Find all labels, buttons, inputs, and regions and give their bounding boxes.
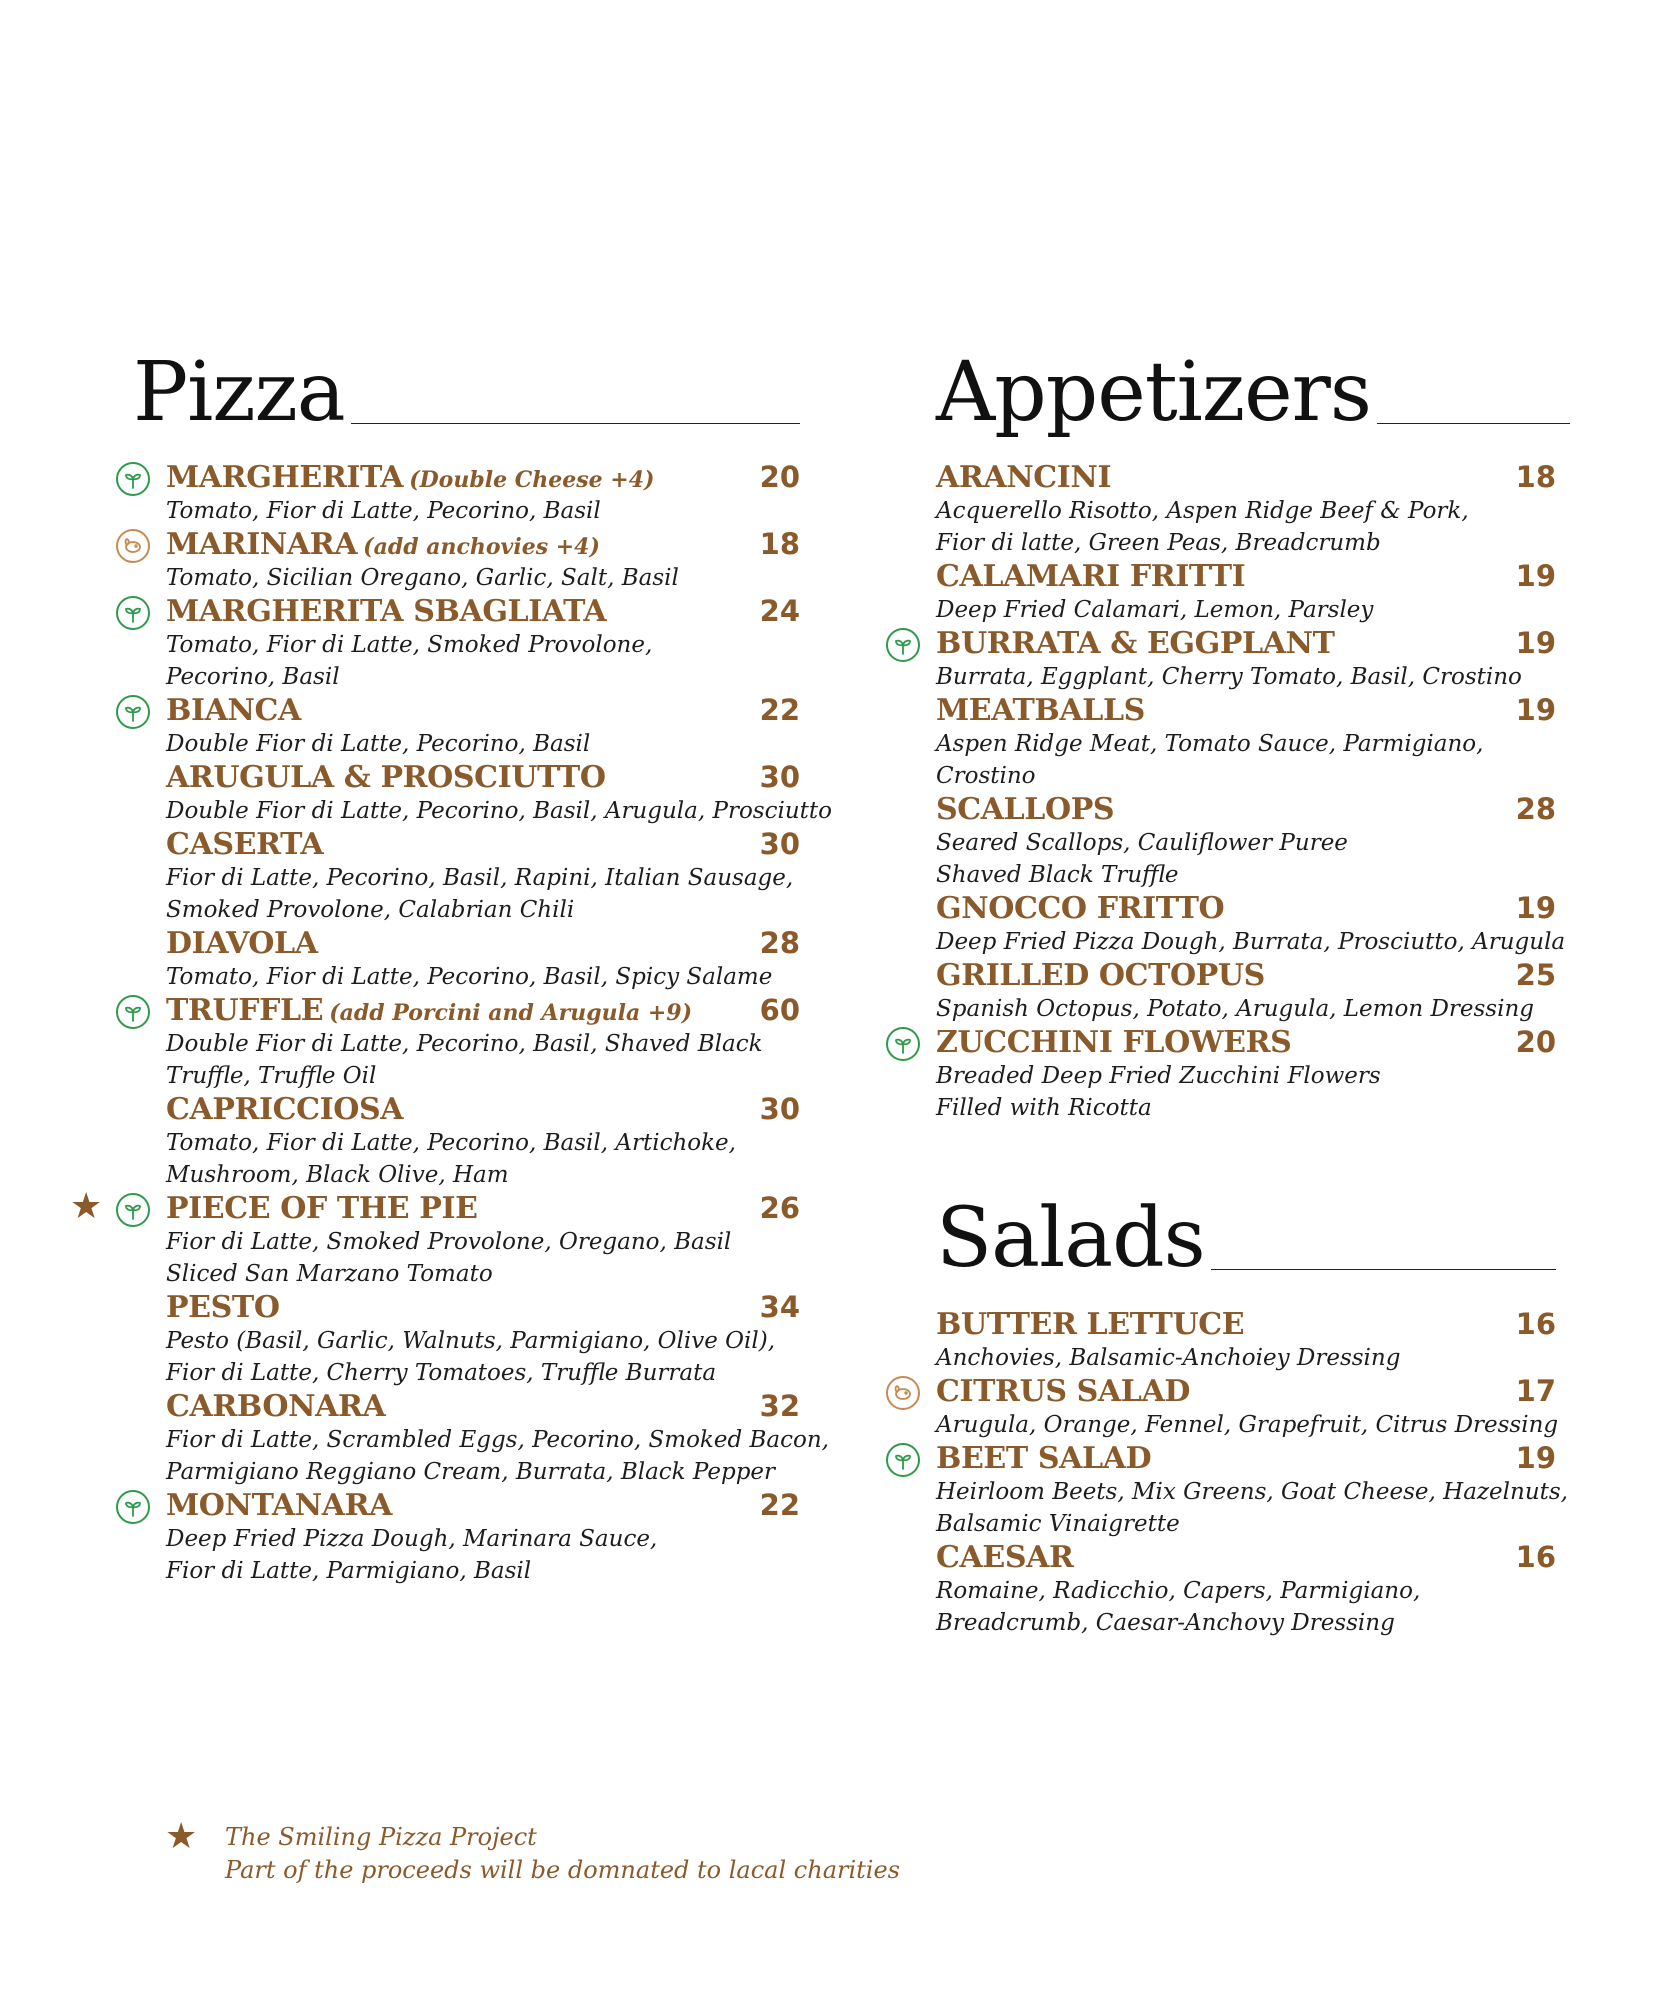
- veg-icon: [116, 695, 150, 729]
- item-description: Romaine, Radicchio, Capers, Parmigiano,: [936, 1578, 1421, 1604]
- star-icon: ★: [70, 1186, 103, 1227]
- item-heading: [166, 993, 800, 1028]
- item-price: 19: [1515, 1441, 1556, 1475]
- item-price: 28: [759, 926, 800, 960]
- item-description: Fior di Latte, Smoked Provolone, Oregano, Basil: [166, 1229, 732, 1255]
- menu-item: [166, 1488, 800, 1587]
- menu-item: [166, 760, 832, 827]
- menu-item: [166, 993, 800, 1092]
- footer-line-1: The Smiling Pizza Project: [225, 1823, 537, 1851]
- item-name: CALAMARI FRITTI: [936, 559, 1246, 594]
- item-title: [166, 527, 600, 562]
- item-name: SCALLOPS: [936, 792, 1115, 827]
- item-description: Fior di Latte, Parmigiano, Basil: [166, 1558, 532, 1584]
- item-description: Heirloom Beets, Mix Greens, Goat Cheese, Hazelnuts,: [936, 1479, 1568, 1505]
- item-price: 18: [1515, 460, 1556, 494]
- item-heading: [166, 693, 800, 728]
- menu-item: [936, 1025, 1556, 1124]
- item-description: Tomato, Fior di Latte, Pecorino, Basil, Spicy Salame: [166, 964, 773, 990]
- menu-item: [936, 891, 1566, 958]
- item-description: Deep Fried Pizza Dough, Burrata, Prosciutto, Arugula: [936, 929, 1566, 955]
- menu-item: [936, 1441, 1568, 1540]
- item-description: Mushroom, Black Olive, Ham: [166, 1162, 509, 1188]
- menu-item: [936, 1540, 1556, 1639]
- item-title: [166, 594, 606, 629]
- veg-icon: [116, 995, 150, 1029]
- item-price: 30: [759, 827, 800, 861]
- item-name: BUTTER LETTUCE: [936, 1307, 1245, 1342]
- item-price: 25: [1515, 958, 1556, 992]
- item-description: Fior di latte, Green Peas, Breadcrumb: [936, 530, 1381, 556]
- item-name: DIAVOLA: [166, 926, 318, 961]
- menu-item: [166, 1092, 800, 1191]
- veg-icon: [116, 1490, 150, 1524]
- star-icon: ★: [165, 1816, 198, 1857]
- item-description: Breadcrumb, Caesar-Anchovy Dressing: [936, 1610, 1395, 1636]
- veg-icon: [116, 1193, 150, 1227]
- salads-header: [936, 1191, 1556, 1286]
- vegan-icon: [116, 529, 150, 563]
- item-name: GRILLED OCTOPUS: [936, 958, 1265, 993]
- section-title: Salads: [936, 1191, 1205, 1286]
- item-description: Fior di Latte, Cherry Tomatoes, Truffle Burrata: [166, 1360, 717, 1386]
- item-description: Parmigiano Reggiano Cream, Burrata, Black Pepper: [166, 1459, 776, 1485]
- section-rule: [1211, 1269, 1556, 1270]
- item-name: BURRATA & EGGPLANT: [936, 626, 1335, 661]
- item-name: MEATBALLS: [936, 693, 1145, 728]
- item-price: 34: [759, 1290, 800, 1324]
- item-price: 26: [759, 1191, 800, 1225]
- item-heading: [936, 1540, 1556, 1575]
- item-price: 19: [1515, 626, 1556, 660]
- appetizers-list: [936, 460, 1566, 1124]
- item-name: BIANCA: [166, 693, 301, 728]
- item-title: [936, 1374, 1190, 1409]
- veg-icon: [116, 596, 150, 630]
- item-heading: [936, 1374, 1556, 1409]
- item-description: Aspen Ridge Meat, Tomato Sauce, Parmigiano,: [936, 731, 1484, 757]
- item-name: PESTO: [166, 1290, 280, 1325]
- item-description: Balsamic Vinaigrette: [936, 1511, 1180, 1537]
- item-price: 32: [759, 1389, 800, 1423]
- item-name: BEET SALAD: [936, 1441, 1152, 1476]
- item-description: Tomato, Fior di Latte, Smoked Provolone,: [166, 632, 653, 658]
- item-title: [936, 1025, 1291, 1060]
- menu-item: [166, 827, 800, 926]
- item-heading: [166, 594, 800, 629]
- section-title: Pizza: [133, 345, 345, 440]
- item-description: Tomato, Fior di Latte, Pecorino, Basil, Artichoke,: [166, 1130, 736, 1156]
- item-name: CAPRICCIOSA: [166, 1092, 404, 1127]
- item-price: 18: [759, 527, 800, 561]
- item-name: ARANCINI: [936, 460, 1112, 495]
- item-price: 16: [1515, 1540, 1556, 1574]
- item-name: TRUFFLE: [166, 993, 324, 1028]
- item-title: [936, 1441, 1151, 1476]
- item-price: 30: [759, 1092, 800, 1126]
- item-heading: [166, 760, 800, 795]
- item-title: [166, 693, 301, 728]
- item-description: Seared Scallops, Cauliflower Puree: [936, 830, 1348, 856]
- item-heading: [936, 1441, 1556, 1476]
- item-title: [166, 993, 692, 1028]
- item-title: [936, 1540, 1074, 1575]
- item-description: Filled with Ricotta: [936, 1095, 1152, 1121]
- item-heading: [166, 527, 800, 562]
- item-heading: [166, 1092, 800, 1127]
- pizza-list: [70, 460, 832, 1587]
- item-price: 20: [759, 460, 800, 494]
- item-description: Acquerello Risotto, Aspen Ridge Beef & Pork,: [936, 498, 1469, 524]
- item-name: MONTANARA: [166, 1488, 393, 1523]
- item-description: Pecorino, Basil: [166, 664, 340, 690]
- item-name: CARBONARA: [166, 1389, 386, 1424]
- item-title: [166, 1092, 403, 1127]
- menu-item: [166, 1389, 829, 1488]
- veg-icon: [886, 1443, 920, 1477]
- item-title: [166, 760, 606, 795]
- item-title: [166, 827, 323, 862]
- item-description: Double Fior di Latte, Pecorino, Basil, Arugula, Prosciutto: [166, 798, 832, 824]
- item-title: [936, 958, 1265, 993]
- item-title: [166, 460, 654, 495]
- item-price: 19: [1515, 693, 1556, 727]
- menu-item: [936, 1374, 1559, 1441]
- veg-icon: [116, 462, 150, 496]
- pizza-header: [133, 345, 800, 440]
- item-price: 22: [759, 693, 800, 727]
- menu-item: [936, 693, 1556, 792]
- item-note: (add Porcini and Arugula +9): [329, 1000, 693, 1026]
- item-name: MARGHERITA SBAGLIATA: [166, 594, 607, 629]
- item-description: Deep Fried Pizza Dough, Marinara Sauce,: [166, 1526, 658, 1552]
- item-heading: [166, 926, 800, 961]
- menu-item: [936, 958, 1556, 1025]
- item-heading: [936, 792, 1556, 827]
- veg-icon: [886, 628, 920, 662]
- item-heading: [936, 559, 1556, 594]
- menu-item: [166, 527, 800, 594]
- item-heading: [166, 1191, 800, 1226]
- vegan-icon: [886, 1376, 920, 1410]
- item-heading: [936, 1307, 1556, 1342]
- menu-item: [166, 926, 800, 993]
- item-heading: [166, 1389, 800, 1424]
- item-price: 60: [759, 993, 800, 1027]
- item-heading: [936, 1025, 1556, 1060]
- item-title: [166, 1290, 280, 1325]
- appetizers-header: [936, 345, 1570, 440]
- item-price: 19: [1515, 559, 1556, 593]
- item-description: Truffle, Truffle Oil: [166, 1063, 377, 1089]
- item-price: 16: [1515, 1307, 1556, 1341]
- menu-item: [166, 594, 800, 693]
- item-description: Crostino: [936, 763, 1036, 789]
- footer-line-2: Part of the proceeds will be domnated to lacal charities: [225, 1856, 900, 1884]
- item-description: Fior di Latte, Pecorino, Basil, Rapini, Italian Sausage,: [166, 865, 794, 891]
- menu-item: [936, 559, 1556, 626]
- menu-item: [936, 460, 1556, 559]
- item-description: Deep Fried Calamari, Lemon, Parsley: [936, 597, 1374, 623]
- item-note: (Double Cheese +4): [409, 467, 655, 493]
- item-description: Double Fior di Latte, Pecorino, Basil, Shaved Black: [166, 1031, 763, 1057]
- section-rule: [1377, 423, 1570, 424]
- item-name: ZUCCHINI FLOWERS: [936, 1025, 1292, 1060]
- item-price: 20: [1515, 1025, 1556, 1059]
- item-description: Anchovies, Balsamic-Anchoiey Dressing: [936, 1345, 1401, 1371]
- item-name: ARUGULA & PROSCIUTTO: [166, 760, 606, 795]
- item-price: 28: [1515, 792, 1556, 826]
- item-name: CASERTA: [166, 827, 324, 862]
- item-description: Shaved Black Truffle: [936, 862, 1179, 888]
- item-heading: [166, 1488, 800, 1523]
- item-note: (add anchovies +4): [363, 534, 600, 560]
- item-title: [936, 792, 1114, 827]
- item-title: [166, 1389, 385, 1424]
- item-title: [936, 626, 1335, 661]
- item-title: [936, 559, 1245, 594]
- item-name: MARINARA: [166, 527, 358, 562]
- menu-item: [166, 693, 800, 760]
- item-price: 22: [759, 1488, 800, 1522]
- item-title: [936, 891, 1224, 926]
- item-title: [166, 1191, 478, 1226]
- menu-item: [70, 1186, 800, 1290]
- item-name: CAESAR: [936, 1540, 1074, 1575]
- veg-icon: [886, 1027, 920, 1061]
- item-name: CITRUS SALAD: [936, 1374, 1190, 1409]
- section-rule: [351, 423, 800, 424]
- menu-item: [166, 1290, 800, 1389]
- item-heading: [936, 891, 1556, 926]
- item-name: GNOCCO FRITTO: [936, 891, 1225, 926]
- item-description: Breaded Deep Fried Zucchini Flowers: [936, 1063, 1381, 1089]
- item-heading: [166, 460, 800, 495]
- menu-item: [936, 792, 1556, 891]
- item-description: Arugula, Orange, Fennel, Grapefruit, Citrus Dressing: [936, 1412, 1559, 1438]
- item-heading: [166, 1290, 800, 1325]
- item-heading: [936, 460, 1556, 495]
- item-heading: [936, 693, 1556, 728]
- item-heading: [166, 827, 800, 862]
- item-price: 19: [1515, 891, 1556, 925]
- item-name: MARGHERITA: [166, 460, 404, 495]
- salads-list: [936, 1307, 1568, 1639]
- item-description: Fior di Latte, Scrambled Eggs, Pecorino, Smoked Bacon,: [166, 1427, 829, 1453]
- item-description: Double Fior di Latte, Pecorino, Basil: [166, 731, 591, 757]
- item-name: PIECE OF THE PIE: [166, 1191, 478, 1226]
- item-description: Spanish Octopus, Potato, Arugula, Lemon Dressing: [936, 996, 1534, 1022]
- menu-item: [936, 1307, 1556, 1374]
- item-description: Tomato, Fior di Latte, Pecorino, Basil: [166, 498, 601, 524]
- item-title: [166, 926, 318, 961]
- item-description: Pesto (Basil, Garlic, Walnuts, Parmigiano, Olive Oil),: [166, 1328, 776, 1354]
- item-description: Sliced San Marzano Tomato: [166, 1261, 493, 1287]
- section-title: Appetizers: [936, 345, 1371, 440]
- menu-item: [166, 460, 800, 527]
- item-description: Smoked Provolone, Calabrian Chili: [166, 897, 575, 923]
- item-title: [936, 1307, 1244, 1342]
- item-heading: [936, 958, 1556, 993]
- item-price: 30: [759, 760, 800, 794]
- item-price: 24: [759, 594, 800, 628]
- item-title: [936, 693, 1145, 728]
- item-title: [936, 460, 1111, 495]
- menu-item: [936, 626, 1556, 693]
- item-description: Burrata, Eggplant, Cherry Tomato, Basil, Crostino: [936, 664, 1522, 690]
- item-heading: [936, 626, 1556, 661]
- item-price: 17: [1515, 1374, 1556, 1408]
- item-title: [166, 1488, 392, 1523]
- item-description: Tomato, Sicilian Oregano, Garlic, Salt, Basil: [166, 565, 679, 591]
